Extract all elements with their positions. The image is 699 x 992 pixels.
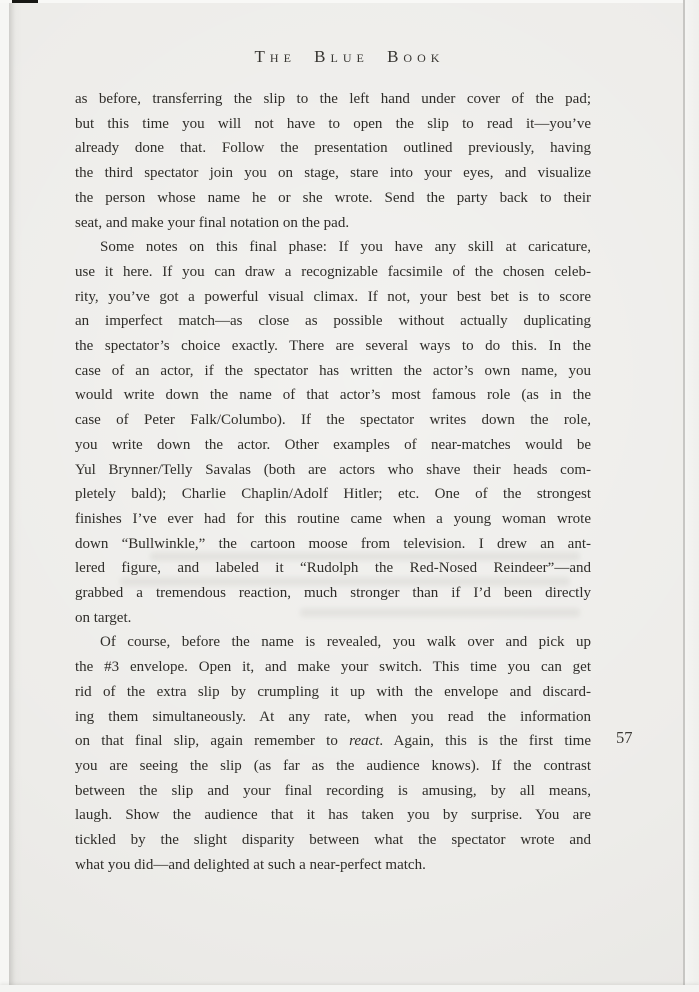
text-line: the #3 envelope. Open it, and make your switch. This time you can get (75, 659, 591, 676)
text-line: finishes I’ve ever had for this routine came when a young woman wrote (75, 510, 591, 527)
text-line: pletely bald); Charlie Chaplin/Adolf Hitler; etc. One of the strongest (75, 486, 591, 503)
text-line: on target. (75, 609, 132, 626)
text-line: rid of the extra slip by crumpling it up with the envelope and discard- (75, 683, 591, 700)
text-line: the person whose name he or she wrote. Send the party back to their (75, 189, 591, 206)
text-line: on that final slip, again remember to react. Again, this is the first time (75, 733, 591, 750)
page-left-edge (0, 0, 9, 992)
paragraph (75, 630, 591, 877)
text-line: seat, and make your final notation on the pad. (75, 214, 350, 231)
text-line: Some notes on this final phase: If you have any skill at caricature, (100, 239, 591, 256)
text-line: as before, transferring the slip to the left hand under cover of the pad; (75, 91, 591, 107)
text-line: ing them simultaneously. At any rate, when you read the information (75, 708, 591, 725)
text-line: case of Peter Falk/Columbo). If the spectator writes down the role, (75, 412, 591, 429)
page-right-edge-band (685, 0, 699, 992)
text-line: tickled by the slight disparity between what the spectator wrote and (75, 832, 591, 849)
text-block (75, 87, 591, 878)
text-line: you write down the actor. Other examples of near-matches would be (75, 436, 591, 453)
text-line: lered figure, and labeled it “Rudolph the Red-Nosed Reindeer”—and (75, 560, 591, 577)
text-line: rity, you’ve got a powerful visual climax. If not, your best bet is to score (75, 288, 591, 305)
paragraph (75, 87, 591, 235)
text-line: Of course, before the name is revealed, you walk over and pick up (100, 634, 591, 651)
page-bottom-edge (0, 985, 699, 992)
text-line: the third spectator join you on stage, stare into your eyes, and visualize (75, 165, 591, 182)
paragraph (75, 235, 591, 630)
text-line: an imperfect match—as close as possible without actually duplicating (75, 313, 591, 330)
text-line: between the slip and your final recording is amusing, by all means, (75, 782, 591, 799)
text-line: would write down the name of that actor’s most famous role (as in the (75, 387, 591, 404)
text-line: case of an actor, if the spectator has written the actor’s own name, you (75, 362, 591, 379)
text-line: grabbed a tremendous reaction, much stronger than if I’d been directly (75, 585, 591, 602)
running-head-title: The Blue Book (254, 47, 445, 66)
text-line: Yul Brynner/Telly Savalas (both are actors who shave their heads com- (75, 461, 591, 478)
italic-text: react (349, 733, 380, 750)
page-top-edge (0, 0, 699, 3)
text-line: already done that. Follow the presentation outlined previously, having (75, 140, 591, 157)
text-line: use it here. If you can draw a recognizable facsimile of the chosen celeb- (75, 263, 591, 280)
text-line: the spectator’s choice exactly. There are several ways to do this. In the (75, 338, 591, 355)
text-line: what you did—and delighted at such a near-perfect match. (75, 856, 426, 873)
scan-corner-mark (12, 0, 38, 3)
text-line: but this time you will not have to open the slip to read it—you’ve (75, 115, 591, 132)
text-line: laugh. Show the audience that it has taken you by surprise. You are (75, 807, 591, 824)
text-line: you are seeing the slip (as far as the audience knows). If the contrast (75, 757, 591, 774)
text-line: down “Bullwinkle,” the cartoon moose from television. I drew an ant- (75, 535, 591, 552)
page-number: 57 (616, 728, 633, 747)
